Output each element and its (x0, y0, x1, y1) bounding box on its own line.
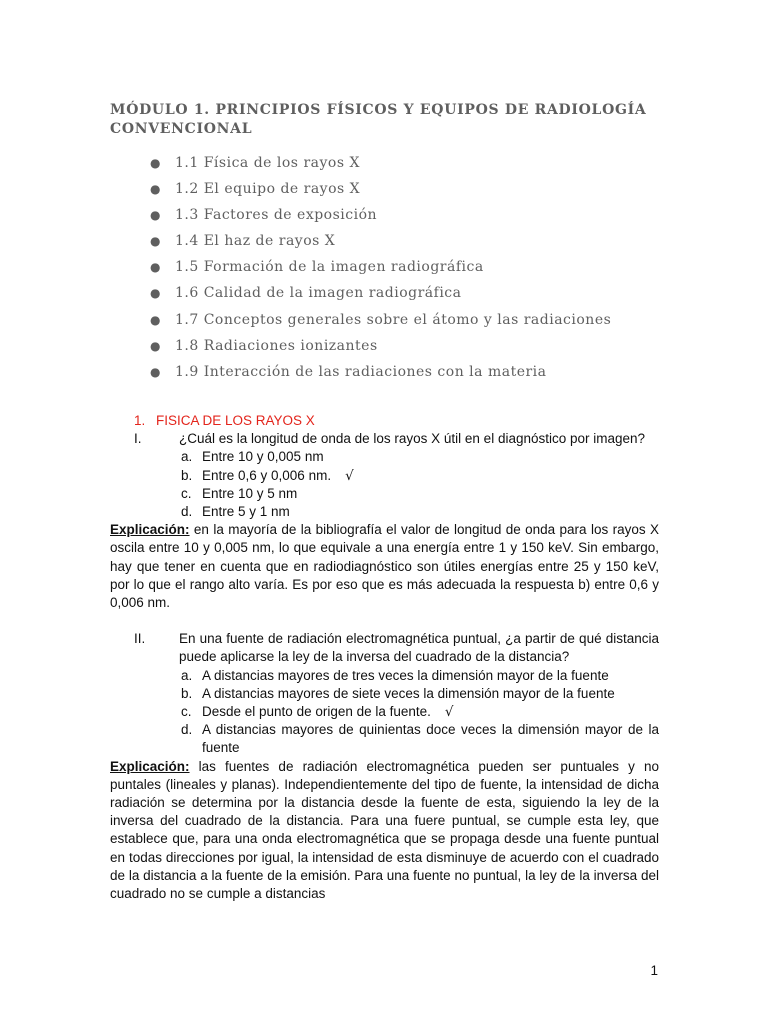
correct-check-icon: √ (345, 467, 354, 484)
section-number: 1. (134, 413, 146, 428)
section-heading (110, 412, 659, 430)
section-title: FISICA DE LOS RAYOS X (156, 413, 315, 428)
spacer (110, 612, 659, 630)
answer-option: c. Entre 10 y 5 nm (181, 485, 298, 501)
document-page: MÓDULO 1. PRINCIPIOS FÍSICOS Y EQUIPOS DE RADIOLOGÍA CONVENCIONAL ● 1.1 Física de los rayos X ● 1.2 El equipo de rayos X ● 1.3 Factores de exposición ● 1.4 El haz de rayos X ● 1.5 Formación de la imagen radiográfica ● 1.6 Calidad de la imagen radiográfica ● 1.7 Conceptos generales sobre el átomo y las radiaciones ● 1.8 Radiaciones ionizantes ● 1.9 Interacción de las radiaciones con la materia 1. FISICA DE LOS RAYOS X I. ¿Cuál es la longitud de onda de los rayos X útil en el diagnóstico por imagen? a. Entre 10 y 0,005 nm b. Entre 0,6 y 0,006 nm. √ c. Entre 10 y 5 nm d. Entre 5 y 1 nm Explicación: en la mayoría de la bibliografía el valor de longitud de onda para los rayos X oscila entre 10 y 0,005 nm, lo que equivale a una energía entre 1 y 150 keV. Sin embargo, hay que tener en cuenta que en radiodiagnóstico son útiles energías entre 25 y 150 keV, por lo que el rango alto varía. Es por eso que es más adecuada la respuesta b) entre 0,6 y 0,006 nm. II. En una fuente de radiación electromagnética puntual, ¿a partir de qué distancia puede aplicarse la ley de la inversa del cuadrado de la distancia? a. A distancias mayores de tres veces la dimensión mayor de la fuente b. A distancias mayores de siete veces la dimensión mayor de la fuente c. Desde el punto de origen de la fuente. √ d. A distancias mayores de quinientas doce veces la dimensión mayor de la fuente Explicación: las fuentes de radiación electromagnética pueden ser puntuales y no puntales (lineales y planas). Independientemente del tipo de fuente, la intensidad de dicha radiación se determina por la distancia desde la fuente de esta, siguiendo la ley de la inversa del cuadrado de la distancia. Para una fuere puntual, se cumple esta ley, que establece que, para una onda electromagnética que se propaga desde una fuente puntual en todas direcciones por igual, la intensidad de esta disminuye de acuerdo con el cuadrado de la distancia a la fuente de la emisión. Para una fuente no puntual, la ley de la inversa del cuadrado no se cumple a distancias 1 (0, 0, 768, 1024)
bullet-icon: ● (150, 208, 161, 223)
main-content (110, 412, 659, 903)
explanation (110, 758, 659, 904)
question-text: En una fuente de radiación electromagnética puntual, ¿a partir de qué distancia puede aplicarse la ley de la inversa del cuadrado de la distancia? (179, 631, 659, 665)
answer-option: c. Desde el punto de origen de la fuente. √ (181, 704, 454, 721)
answer-options (110, 667, 659, 758)
correct-check-icon: √ (444, 704, 454, 721)
bullet-icon: ● (150, 312, 161, 327)
answer-option: d. Entre 5 y 1 nm (181, 504, 290, 519)
explanation-label: Explicación: (110, 522, 190, 538)
question (110, 630, 659, 666)
bullet-icon: ● (150, 234, 161, 249)
question-number: I. (134, 431, 142, 447)
answer-option: a. Entre 10 y 0,005 nm (181, 449, 324, 465)
answer-option: b. A distancias mayores de siete veces la dimensión mayor de la fuente (181, 685, 615, 701)
bullet-icon: ● (150, 338, 161, 353)
explanation-text: las fuentes de radiación electromagnética pueden ser puntuales y no puntales (lineales y planas). Independientemente del tipo de fuente, la intensidad de dicha radiación se determina por la distancia desde la fuente de esta, siguiendo la ley de la inversa del cuadrado de la distancia. Para una fuere puntual, se cumple esta ley, que establece que, para una onda electromagnética que se propaga desde una fuente puntual en todas direcciones por igual, la intensidad de esta disminuye de acuerdo con el cuadrado de la distancia a la fuente de la emisión. Para una fuente no puntual, la ley de la inversa del cuadrado no se cumple a distancias (110, 758, 659, 902)
answer-option: b. Entre 0,6 y 0,006 nm. √ (181, 467, 354, 484)
answer-option: a. A distancias mayores de tres veces la dimensión mayor de la fuente (181, 667, 609, 683)
question (110, 430, 659, 448)
bullet-icon: ● (150, 156, 161, 170)
bullet-icon: ● (150, 182, 161, 197)
bullet-icon: ● (150, 364, 161, 379)
bullet-icon: ● (150, 260, 161, 275)
bullet-icon: ● (150, 286, 161, 301)
question-number: II. (134, 631, 146, 647)
explanation (110, 521, 659, 612)
explanation-label: Explicación: (110, 758, 190, 774)
answer-option: d. A distancias mayores de quinientas doce veces la dimensión mayor de la fuente (181, 722, 659, 756)
page-number: 1 (650, 963, 658, 978)
question-text: ¿Cuál es la longitud de onda de los rayos X útil en el diagnóstico por imagen? (179, 431, 646, 447)
answer-options (110, 448, 659, 521)
explanation-text: en la mayoría de la bibliografía el valor de longitud de onda para los rayos X oscila entre 10 y 0,005 nm, lo que equivale a una energía entre 1 y 150 keV. Sin embargo, hay que tener en cuenta que en radiodiagnóstico son útiles energías entre 25 y 150 keV, por lo que el rango alto varía. Es por eso que es más adecuada la respuesta b) entre 0,6 y 0,006 nm. (110, 522, 659, 611)
module-title: MÓDULO 1. PRINCIPIOS FÍSICOS Y EQUIPOS DE RADIOLOGÍA CONVENCIONAL (110, 102, 647, 137)
